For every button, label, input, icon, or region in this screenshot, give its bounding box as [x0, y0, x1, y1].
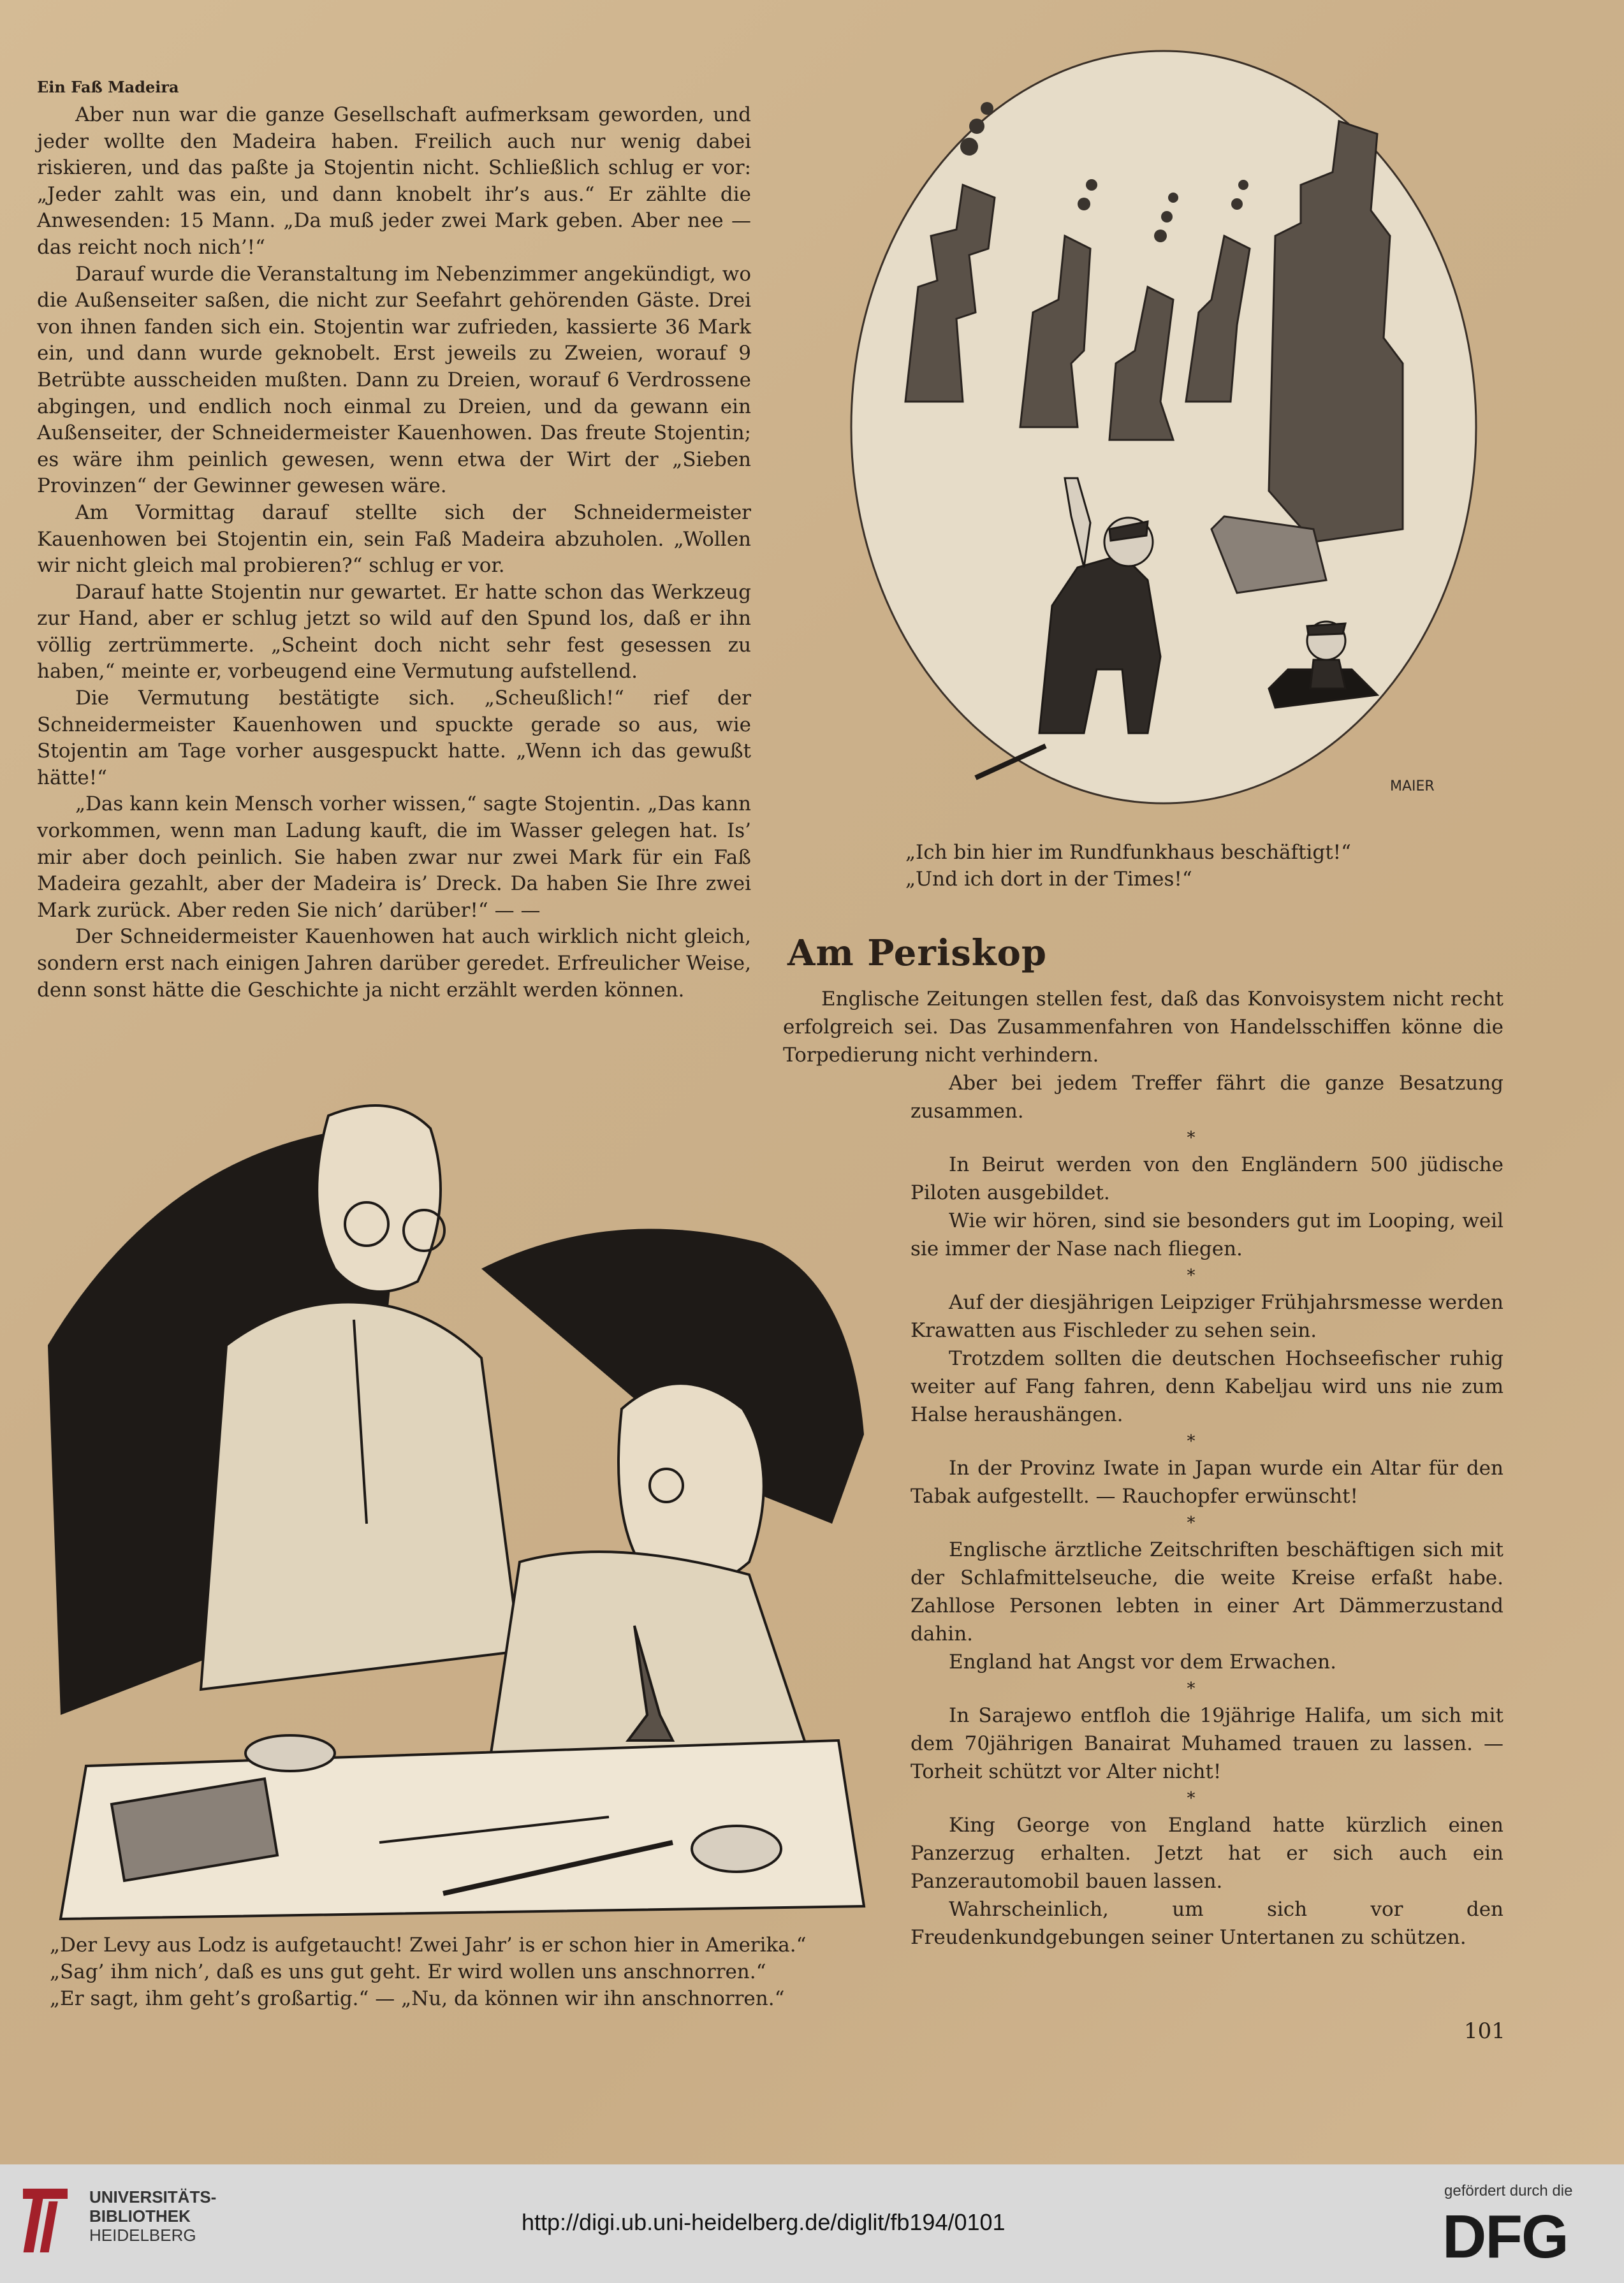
- permalink-url[interactable]: http://digi.ub.uni-heidelberg.de/diglit/fb194/0101: [522, 2209, 1006, 2235]
- periskop-entry: [783, 985, 1503, 1125]
- story-paragraph: Die Vermutung bestätigte sich. „Scheußlich!“ rief der Schneidermeister Kauenhowen und spuckte gerade so aus, wie Stojentin am Tage vorher ausgespuckt hatte. „Wenn ich das gewußt hätte!“: [37, 687, 751, 789]
- entry-follow: Trotzdem sollten die deutschen Hochseefischer ruhig weiter auf Fang fahren, denn Kabeljau wird uns nie zum Halse heraushängen.: [911, 1347, 1503, 1426]
- star-divider: *: [1187, 1789, 1196, 1808]
- library-line: HEIDELBERG: [89, 2226, 196, 2245]
- star-divider: *: [1187, 1513, 1196, 1533]
- periskop-entry: [783, 1454, 1503, 1510]
- periskop-entry: [783, 1702, 1503, 1786]
- running-head: Ein Faß Madeira: [37, 78, 179, 96]
- periskop-entry: [783, 1811, 1503, 1951]
- entry-follow: Wie wir hören, sind sie besonders gut im Looping, weil sie immer der Nase nach fliegen.: [911, 1209, 1503, 1260]
- entry-follow: England hat Angst vor dem Erwachen.: [949, 1651, 1336, 1674]
- entry-lead: King George von England hatte kürzlich einen Panzerzug erhalten. Jetzt hat er sich auch ein Panzerautomobil bauen lassen.: [911, 1814, 1503, 1893]
- entry-lead: Englische Zeitungen stellen fest, daß das Konvoisystem nicht recht erfolgreich sei. Das Zusammenfahren von Handelsschiffen könne die Torpedierung nicht verhindern.: [783, 988, 1503, 1067]
- right-cartoon-caption: [905, 839, 1351, 893]
- story-paragraph: Darauf wurde die Veranstaltung im Nebenzimmer angekündigt, wo die Außenseiter saßen, die nicht zur Seefahrt gehörenden Gäste. Drei von ihnen fanden sich ein. Stojentin war zufrieden, kassierte 36 Mark ein, und dann wurde geknobelt. Erst jeweils zu Zweien, worauf 9 Betrübte ausscheiden mußten. Dann zu Dreien, worauf 6 Verdrossene abgingen, und endlich noch einmal zu Dreien, und da gewann ein Außenseiter, der Schneidermeister Kauenhowen. Das freute Stojentin; es wäre ihm peinlich gewesen, wenn etwa der Wirt der „Sieben Provinzen“ der Gewinner gewesen wäre.: [37, 262, 751, 498]
- section-heading: Am Periskop: [787, 932, 1048, 974]
- periskop-entry: [783, 1536, 1503, 1676]
- left-cartoon-caption: [50, 1932, 807, 2012]
- funding-label: gefördert durch die: [1444, 2182, 1573, 2199]
- star-divider: *: [1187, 1679, 1196, 1698]
- library-line: UNIVERSITÄTS-: [89, 2187, 217, 2206]
- entry-follow: Wahrscheinlich, um sich vor den Freudenkundgebungen seiner Untertanen zu schützen.: [911, 1898, 1503, 1949]
- library-name: [89, 2187, 216, 2245]
- entry-lead: In Sarajewo entfloh die 19jährige Halifa, um sich mit dem 70jährigen Banairat Muhamed trauen zu lassen. — Torheit schützt vor Alter nicht!: [911, 1704, 1503, 1783]
- periskop-column: [783, 985, 1503, 1951]
- entry-lead: In der Provinz Iwate in Japan wurde ein Altar für den Tabak aufgestellt. — Rauchopfer erwünscht!: [911, 1457, 1503, 1508]
- entry-follow: Aber bei jedem Treffer fährt die ganze Besatzung zusammen.: [911, 1072, 1503, 1123]
- star-divider: *: [1187, 1432, 1196, 1451]
- caption-line: „Und ich dort in der Times!“: [905, 868, 1192, 891]
- story-paragraph: Der Schneidermeister Kauenhowen hat auch wirklich nicht gleich, sondern erst nach einigen Jahren darüber geredet. Erfreulicher Weise, denn sonst hätte die Geschichte ja nicht erzählt werden können.: [37, 925, 751, 1002]
- story-paragraph: Am Vormittag darauf stellte sich der Schneidermeister Kauenhowen bei Stojentin ein, sein Faß Madeira abzuholen. „Wollen wir nicht gleich mal probieren?“ schlug er vor.: [37, 500, 751, 578]
- star-divider: *: [1187, 1128, 1196, 1148]
- periskop-entry: [783, 1151, 1503, 1263]
- desk-cartoon-illustration: [35, 1077, 883, 1932]
- viewer-footer: [0, 2164, 1624, 2283]
- story-paragraph: Aber nun war die ganze Gesellschaft aufmerksam geworden, und jeder wollte den Madeira haben. Freilich auch nur wenig dabei riskieren, und das paßte ja Stojentin nicht. Schließlich schlug er vor: „Jeder zahlt was ein, und dann knobelt ihr’s aus.“ Er zählte die Anwesenden: 15 Mann. „Da muß jeder zwei Mark geben. Aber nee — das reicht noch nich’!“: [37, 103, 751, 259]
- cartoon-signature: MAIER: [1390, 778, 1435, 794]
- library-logo-icon: [23, 2182, 80, 2259]
- entry-lead: Auf der diesjährigen Leipziger Frühjahrsmesse werden Krawatten aus Fischleder zu sehen sein.: [911, 1291, 1503, 1342]
- story-paragraph: „Das kann kein Mensch vorher wissen,“ sagte Stojentin. „Das kann vorkommen, wenn man Ladung kauft, die im Wasser gelegen hat. Is’ mir aber doch peinlich. Sie haben zwar nur zwei Mark für ein Faß Madeira gezahlt, aber der Madeira is’ Dreck. Da haben Sie Ihre zwei Mark zurück. Aber reden Sie nich’ darüber!“ — —: [37, 792, 751, 922]
- page-number: 101: [1464, 2018, 1505, 2044]
- caption-line: „Sag’ ihm nich’, daß es uns gut geht. Er wird wollen uns anschnorren.“: [50, 1960, 766, 1983]
- periskop-entry: [783, 1288, 1503, 1429]
- caption-line: „Ich bin hier im Rundfunkhaus beschäftigt!“: [905, 841, 1351, 864]
- ruins-cartoon-illustration: [829, 45, 1498, 829]
- dfg-logo: DFG: [1442, 2203, 1568, 2271]
- caption-line: „Der Levy aus Lodz is aufgetaucht! Zwei Jahr’ is er schon hier in Amerika.“: [50, 1934, 807, 1957]
- story-text: [37, 102, 751, 1003]
- caption-line: „Er sagt, ihm geht’s großartig.“ — „Nu, da können wir ihn anschnorren.“: [50, 1987, 785, 2010]
- entry-lead: Englische ärztliche Zeitschriften beschäftigen sich mit der Schlafmittelseuche, die weite Kreise erfaßt habe. Zahllose Personen lebten in einer Art Dämmerzustand dahin.: [911, 1538, 1503, 1645]
- library-line: BIBLIOTHEK: [89, 2206, 191, 2226]
- entry-lead: In Beirut werden von den Engländern 500 jüdische Piloten ausgebildet.: [911, 1153, 1503, 1204]
- story-paragraph: Darauf hatte Stojentin nur gewartet. Er hatte schon das Werkzeug zur Hand, aber er schlug jetzt so wild auf den Spund los, daß er ihn völlig zertrümmerte. „Scheint doch nicht sehr fest gesessen zu haben,“ meinte er, vorbeugend eine Vermutung aufstellend.: [37, 580, 751, 683]
- star-divider: *: [1187, 1266, 1196, 1285]
